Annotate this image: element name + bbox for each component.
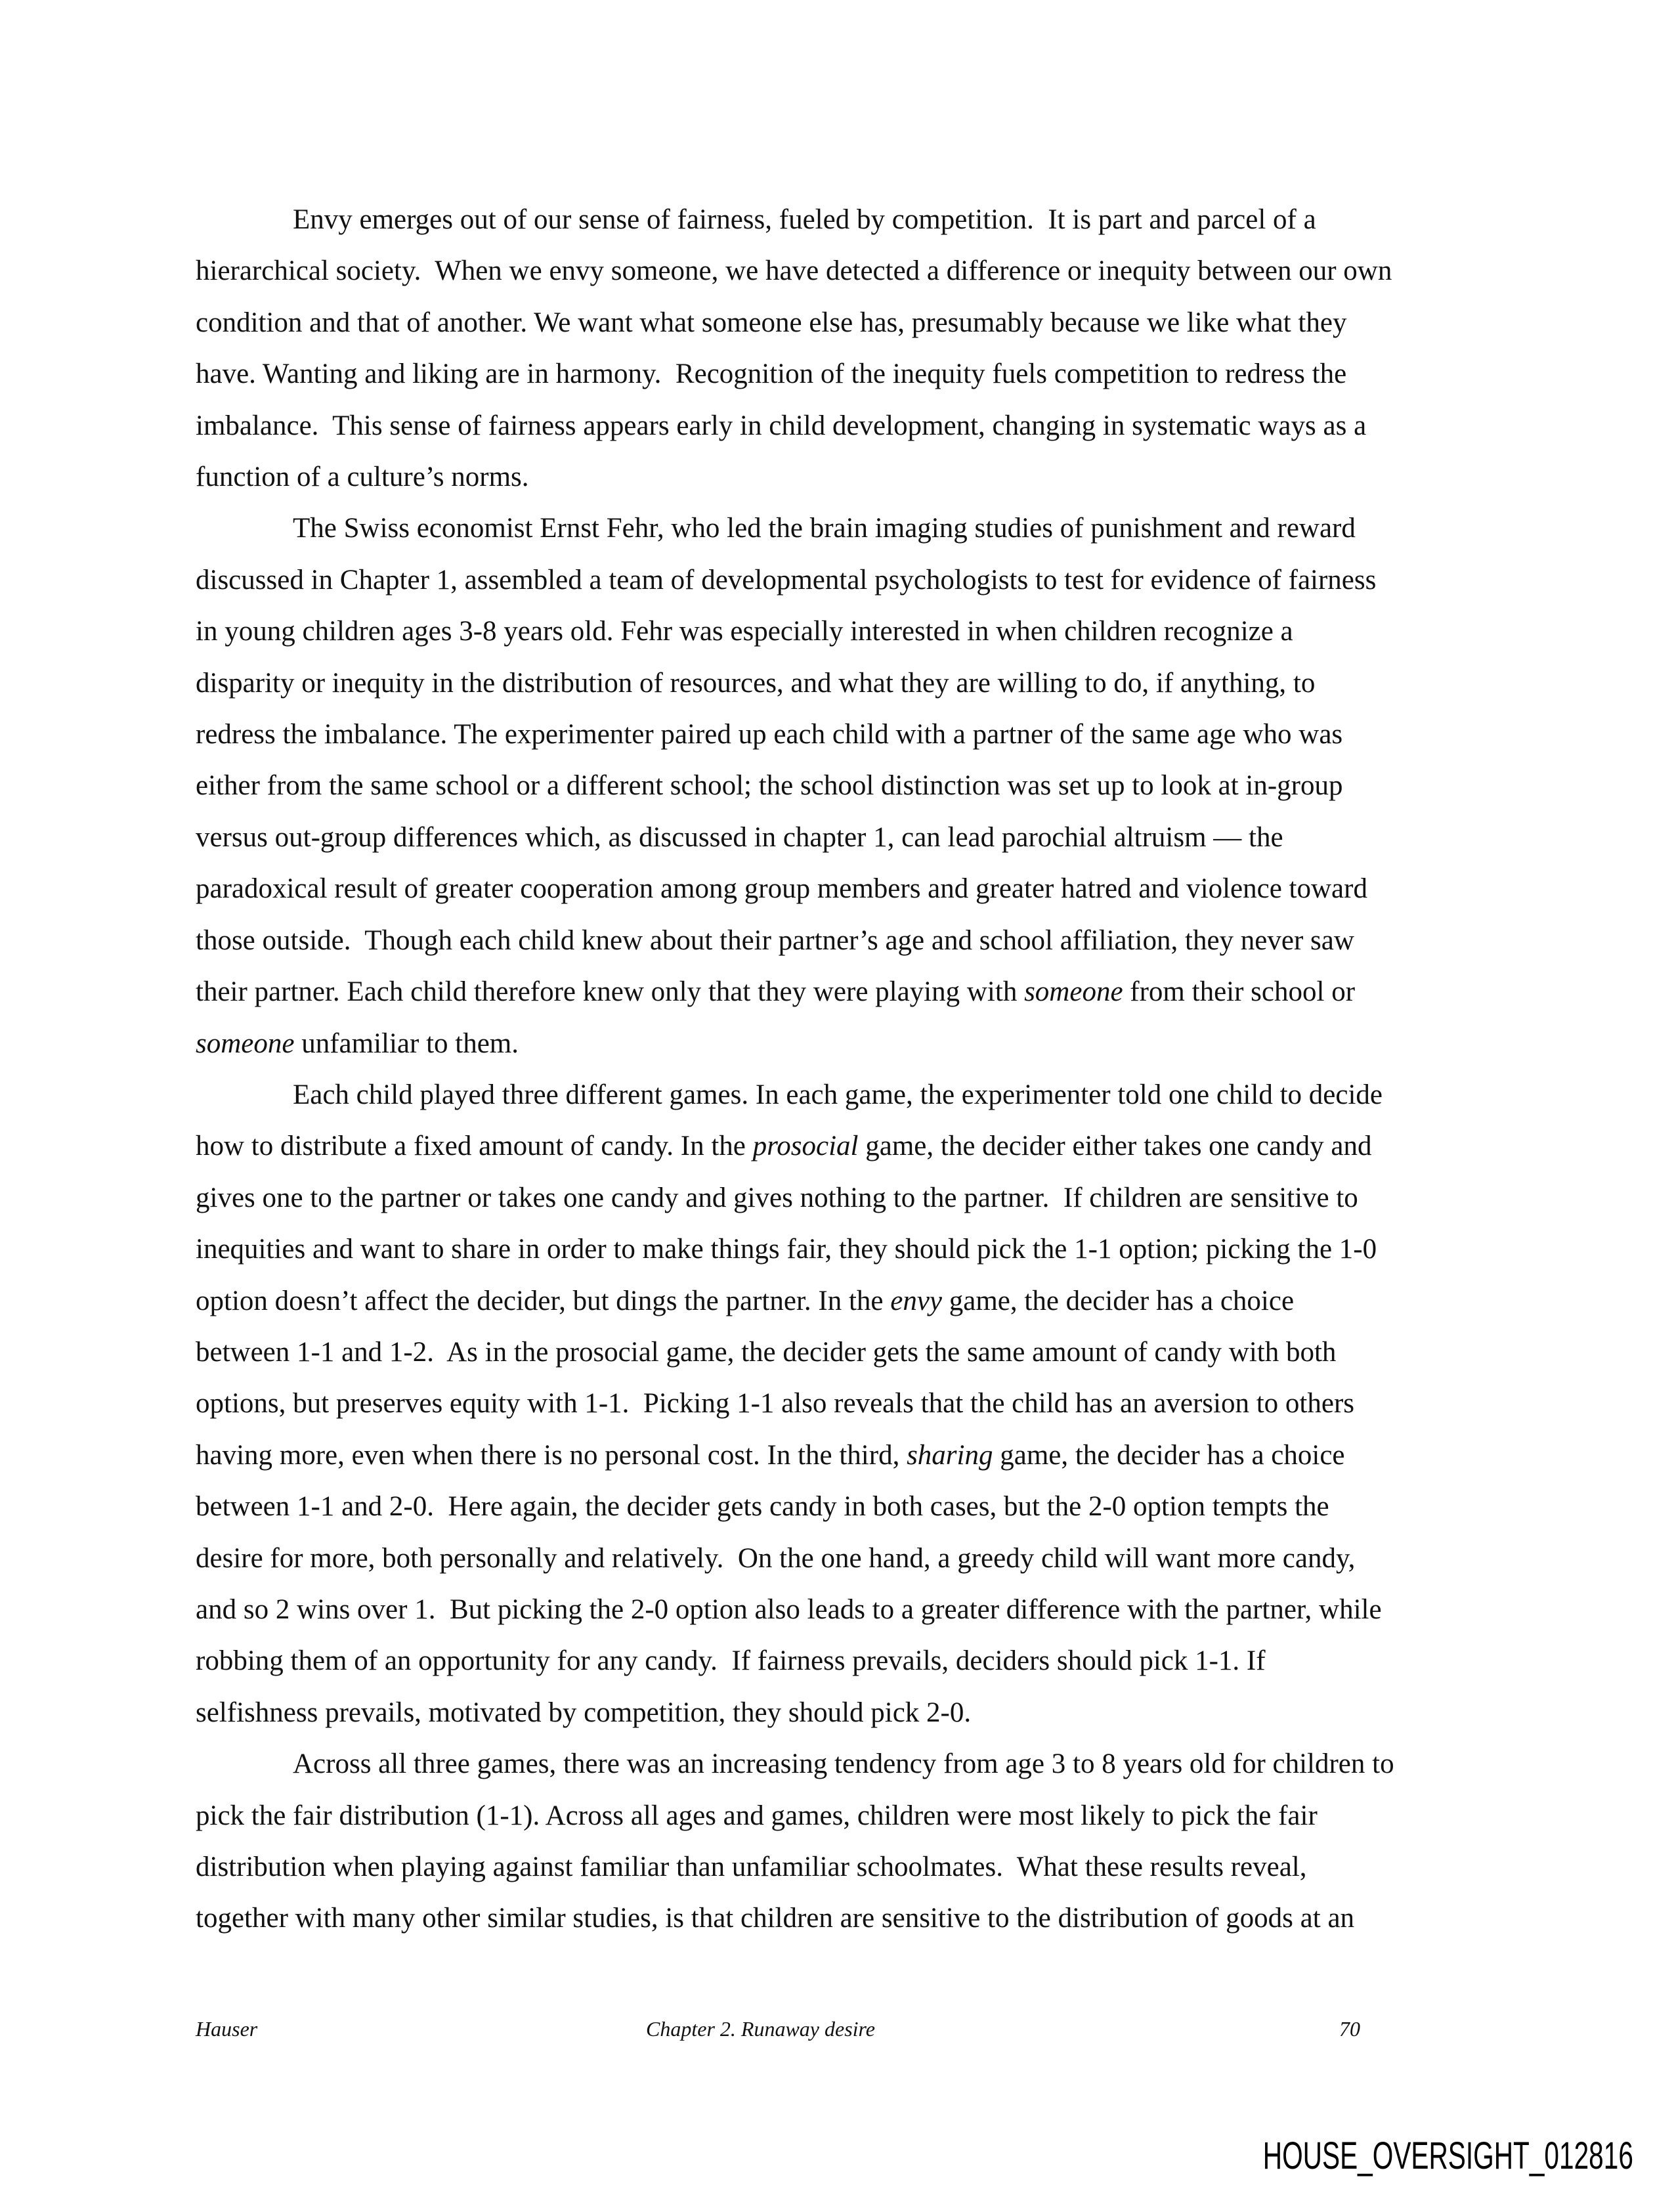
text-span: in young children ages 3-8 years old. Fehr was especially interested in when children recognize a: [196, 616, 1293, 647]
text-line: [196, 812, 1674, 863]
text-line: [196, 1018, 1674, 1070]
text-line: [196, 1430, 1674, 1481]
text-span: Envy emerges out of our sense of fairness, fueled by competition. It is part and parcel of a: [293, 204, 1316, 235]
text-line: [196, 1173, 1674, 1224]
text-line: [196, 1739, 1674, 1790]
text-span: game, the decider has a choice: [942, 1285, 1295, 1316]
text-line: [196, 246, 1674, 297]
text-line: [196, 658, 1674, 709]
text-span: have. Wanting and liking are in harmony. Recognition of the inequity fuels competition to redress the: [196, 358, 1347, 390]
text-line: [196, 401, 1674, 452]
text-line: [196, 1533, 1674, 1584]
body-text: [196, 194, 1674, 1945]
italic-text: prosocial: [752, 1131, 859, 1162]
text-line: [196, 452, 1674, 503]
text-span: how to distribute a fixed amount of candy. In the: [196, 1131, 753, 1162]
footer-author: Hauser: [196, 2017, 258, 2041]
text-line: [196, 1790, 1674, 1842]
text-span: either from the same school or a different school; the school distinction was set up to look at in-group: [196, 770, 1343, 802]
text-line: [196, 1481, 1674, 1532]
footer-chapter: Chapter 2. Runaway desire: [646, 2017, 875, 2041]
italic-text: envy: [890, 1285, 943, 1316]
text-span: options, but preserves equity with 1-1. Picking 1-1 also reveals that the child has an aversion to others: [196, 1388, 1355, 1420]
text-line: [196, 1687, 1674, 1739]
italic-text: sharing: [907, 1439, 993, 1471]
italic-text: someone: [1024, 976, 1123, 1008]
italic-text: someone: [196, 1028, 295, 1059]
footer-page-number: 70: [1339, 2017, 1360, 2041]
text-line: [196, 1224, 1674, 1275]
text-line: [196, 194, 1674, 246]
text-span: unfamiliar to them.: [294, 1028, 519, 1059]
text-span: game, the decider either takes one candy and: [858, 1131, 1372, 1162]
text-span: paradoxical result of greater cooperation among group members and greater hatred and violence toward: [196, 873, 1367, 905]
text-span: from their school or: [1123, 976, 1356, 1008]
text-line: [196, 297, 1674, 349]
text-line: [196, 760, 1674, 812]
text-span: redress the imbalance. The experimenter paired up each child with a partner of the same age who was: [196, 719, 1343, 750]
text-line: [196, 1121, 1674, 1172]
text-line: [196, 966, 1674, 1018]
text-span: disparity or inequity in the distribution of resources, and what they are willing to do, if anything, to: [196, 667, 1316, 699]
text-span: robbing them of an opportunity for any candy. If fairness prevails, deciders should pick 1-1. If: [196, 1645, 1266, 1677]
text-span: pick the fair distribution (1-1). Across all ages and games, children were most likely to pick the fair: [196, 1800, 1318, 1831]
text-span: inequities and want to share in order to make things fair, they should pick the 1-1 option; picking the 1-0: [196, 1234, 1377, 1265]
text-line: [196, 1636, 1674, 1687]
text-span: game, the decider has a choice: [993, 1439, 1345, 1471]
text-line: [196, 1584, 1674, 1636]
paragraph: [196, 194, 1674, 503]
text-span: their partner. Each child therefore knew only that they were playing with: [196, 976, 1025, 1008]
text-line: [196, 709, 1674, 760]
text-line: [196, 1070, 1674, 1121]
text-span: imbalance. This sense of fairness appears early in child development, changing in systematic ways as a: [196, 410, 1367, 441]
text-span: between 1-1 and 2-0. Here again, the decider gets candy in both cases, but the 2-0 option tempts the: [196, 1491, 1329, 1523]
text-span: between 1-1 and 1-2. As in the prosocial game, the decider gets the same amount of candy with both: [196, 1336, 1337, 1368]
text-line: [196, 503, 1674, 554]
text-span: gives one to the partner or takes one candy and gives nothing to the partner. If children are sensitive to: [196, 1182, 1358, 1213]
text-line: [196, 863, 1674, 915]
text-span: those outside. Though each child knew about their partner’s age and school affiliation, they never saw: [196, 924, 1354, 956]
text-line: [196, 915, 1674, 966]
text-span: function of a culture’s norms.: [196, 462, 529, 493]
text-span: and so 2 wins over 1. But picking the 2-0 option also leads to a greater difference with the partner, while: [196, 1594, 1382, 1625]
text-span: distribution when playing against familiar than unfamiliar schoolmates. What these results reveal,: [196, 1852, 1307, 1882]
paragraph: [196, 503, 1674, 1069]
text-span: condition and that of another. We want what someone else has, presumably because we like what they: [196, 307, 1347, 338]
text-line: [196, 349, 1674, 400]
text-span: versus out-group differences which, as discussed in chapter 1, can lead parochial altruism — the: [196, 821, 1283, 853]
text-span: hierarchical society. When we envy someone, we have detected a difference or inequity between our own: [196, 255, 1392, 287]
text-span: Across all three games, there was an increasing tendency from age 3 to 8 years old for children to: [293, 1748, 1394, 1780]
text-span: The Swiss economist Ernst Fehr, who led the brain imaging studies of punishment and reward: [293, 513, 1356, 544]
text-line: [196, 1378, 1674, 1429]
paragraph: [196, 1739, 1674, 1945]
text-span: option doesn’t affect the decider, but dings the partner. In the: [196, 1285, 891, 1316]
text-line: [196, 1842, 1674, 1893]
text-line: [196, 1276, 1674, 1327]
text-span: selfishness prevails, motivated by competition, they should pick 2-0.: [196, 1697, 972, 1728]
text-span: Each child played three different games. In each game, the experimenter told one child to decide: [293, 1079, 1383, 1110]
paragraph: [196, 1070, 1674, 1739]
text-span: discussed in Chapter 1, assembled a team of developmental psychologists to test for evidence of fairness: [196, 564, 1377, 596]
text-line: [196, 555, 1674, 606]
text-line: [196, 1327, 1674, 1378]
bates-stamp: HOUSE_OVERSIGHT_012816: [1262, 2135, 1633, 2177]
text-line: [196, 606, 1674, 657]
text-span: desire for more, both personally and relatively. On the one hand, a greedy child will want more candy,: [196, 1542, 1356, 1574]
text-span: together with many other similar studies, is that children are sensitive to the distribution of goods at an: [196, 1903, 1355, 1934]
text-line: [196, 1893, 1674, 1944]
text-span: having more, even when there is no personal cost. In the third,: [196, 1439, 907, 1471]
